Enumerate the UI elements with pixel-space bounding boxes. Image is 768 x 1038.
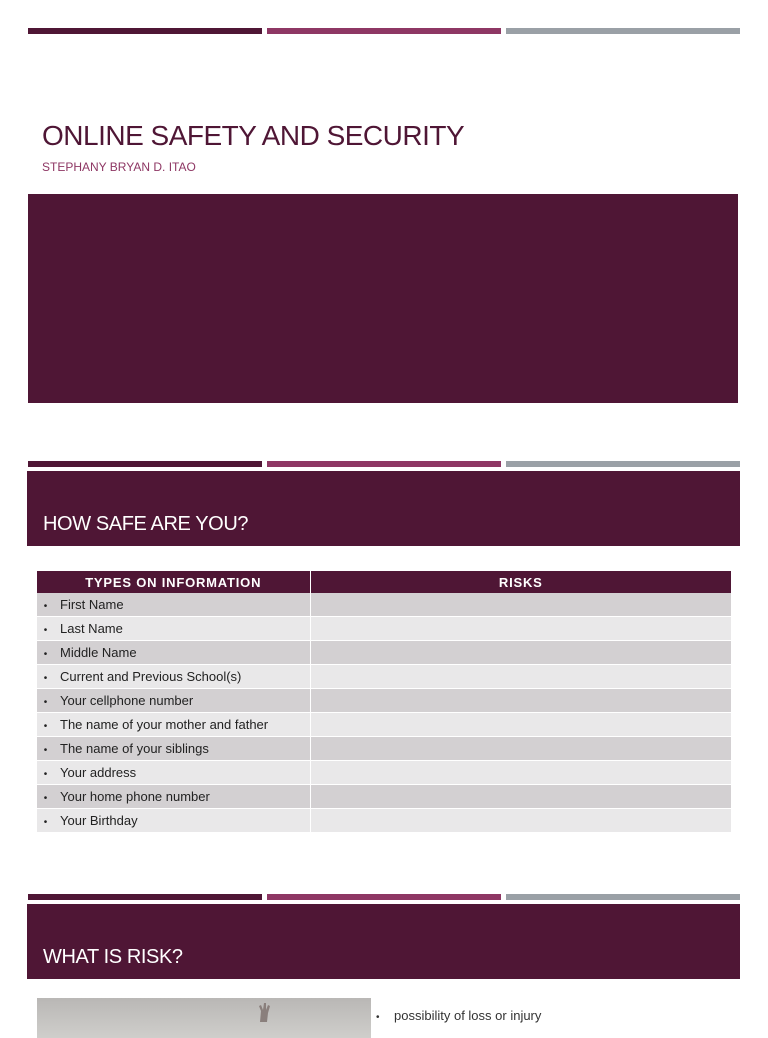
table-row <box>37 809 731 833</box>
column-header-risks: RISKS <box>310 571 731 593</box>
table-row <box>37 593 731 617</box>
slide-subtitle: STEPHANY BRYAN D. ITAO <box>42 160 196 174</box>
information-cell <box>37 689 310 713</box>
title-banner-block <box>28 194 738 403</box>
how-safe-slide <box>0 430 768 860</box>
information-text: Your address <box>60 765 137 780</box>
information-cell <box>37 809 310 833</box>
information-text: Your cellphone number <box>60 693 194 708</box>
information-text: The name of your mother and father <box>60 717 269 732</box>
bullet-icon: • <box>43 817 48 828</box>
bullet-icon: • <box>43 673 48 684</box>
table-row <box>37 785 731 809</box>
information-text: Middle Name <box>60 645 137 660</box>
decorative-rules <box>28 894 740 900</box>
information-cell <box>37 641 310 665</box>
rule-gray <box>506 28 740 34</box>
table-row <box>37 641 731 665</box>
list-item-text: possibility of loss or injury <box>394 1008 542 1023</box>
risk-cell <box>310 689 731 713</box>
information-cell <box>37 665 310 689</box>
rule-accent <box>267 894 501 900</box>
bullet-icon: • <box>43 721 48 732</box>
table-header-row <box>37 571 731 593</box>
rule-gray <box>506 461 740 467</box>
slide-title: HOW SAFE ARE YOU? <box>43 513 249 535</box>
slide-title: WHAT IS RISK? <box>43 946 183 968</box>
risk-cell <box>310 785 731 809</box>
rule-dark <box>28 28 262 34</box>
information-cell <box>37 713 310 737</box>
bullet-icon: • <box>43 793 48 804</box>
information-text: Last Name <box>60 621 123 636</box>
information-text: Current and Previous School(s) <box>60 669 242 684</box>
table-row <box>37 737 731 761</box>
information-cell <box>37 737 310 761</box>
table-row <box>37 713 731 737</box>
what-is-risk-slide <box>0 860 768 1024</box>
information-text: Your home phone number <box>60 789 210 804</box>
rule-dark <box>28 894 262 900</box>
bullet-icon: • <box>43 649 48 660</box>
title-slide <box>0 0 768 430</box>
risk-photo <box>37 998 371 1038</box>
table-row <box>37 761 731 785</box>
risk-cell <box>310 737 731 761</box>
information-cell <box>37 593 310 617</box>
rule-gray <box>506 894 740 900</box>
rule-dark <box>28 461 262 467</box>
table-body <box>37 593 731 833</box>
bullet-icon: • <box>376 1012 380 1023</box>
risk-cell <box>310 641 731 665</box>
risk-cell <box>310 809 731 833</box>
risk-cell <box>310 713 731 737</box>
table-row <box>37 665 731 689</box>
rule-accent <box>267 461 501 467</box>
title-bar <box>27 904 740 979</box>
bullet-icon: • <box>43 769 48 780</box>
information-cell <box>37 761 310 785</box>
table-row <box>37 689 731 713</box>
column-header-information: TYPES ON INFORMATION <box>37 571 310 593</box>
title-bar <box>27 471 740 546</box>
slide-title: ONLINE SAFETY AND SECURITY <box>42 120 465 151</box>
list-item <box>376 1008 541 1023</box>
bullet-icon: • <box>43 697 48 708</box>
information-text: First Name <box>60 597 124 612</box>
bullet-icon: • <box>43 625 48 636</box>
bullet-icon: • <box>43 601 48 612</box>
bullet-icon: • <box>43 745 48 756</box>
information-text: The name of your siblings <box>60 741 209 756</box>
hand-image <box>257 1002 271 1022</box>
information-cell <box>37 785 310 809</box>
rule-accent <box>267 28 501 34</box>
risk-cell <box>310 617 731 641</box>
information-cell <box>37 617 310 641</box>
risk-cell <box>310 665 731 689</box>
risk-definition-list <box>376 1008 541 1023</box>
decorative-rules <box>28 28 740 34</box>
risk-cell <box>310 593 731 617</box>
table-row <box>37 617 731 641</box>
information-risks-table <box>37 571 731 833</box>
risk-cell <box>310 761 731 785</box>
information-text: Your Birthday <box>60 813 138 828</box>
decorative-rules <box>28 461 740 467</box>
